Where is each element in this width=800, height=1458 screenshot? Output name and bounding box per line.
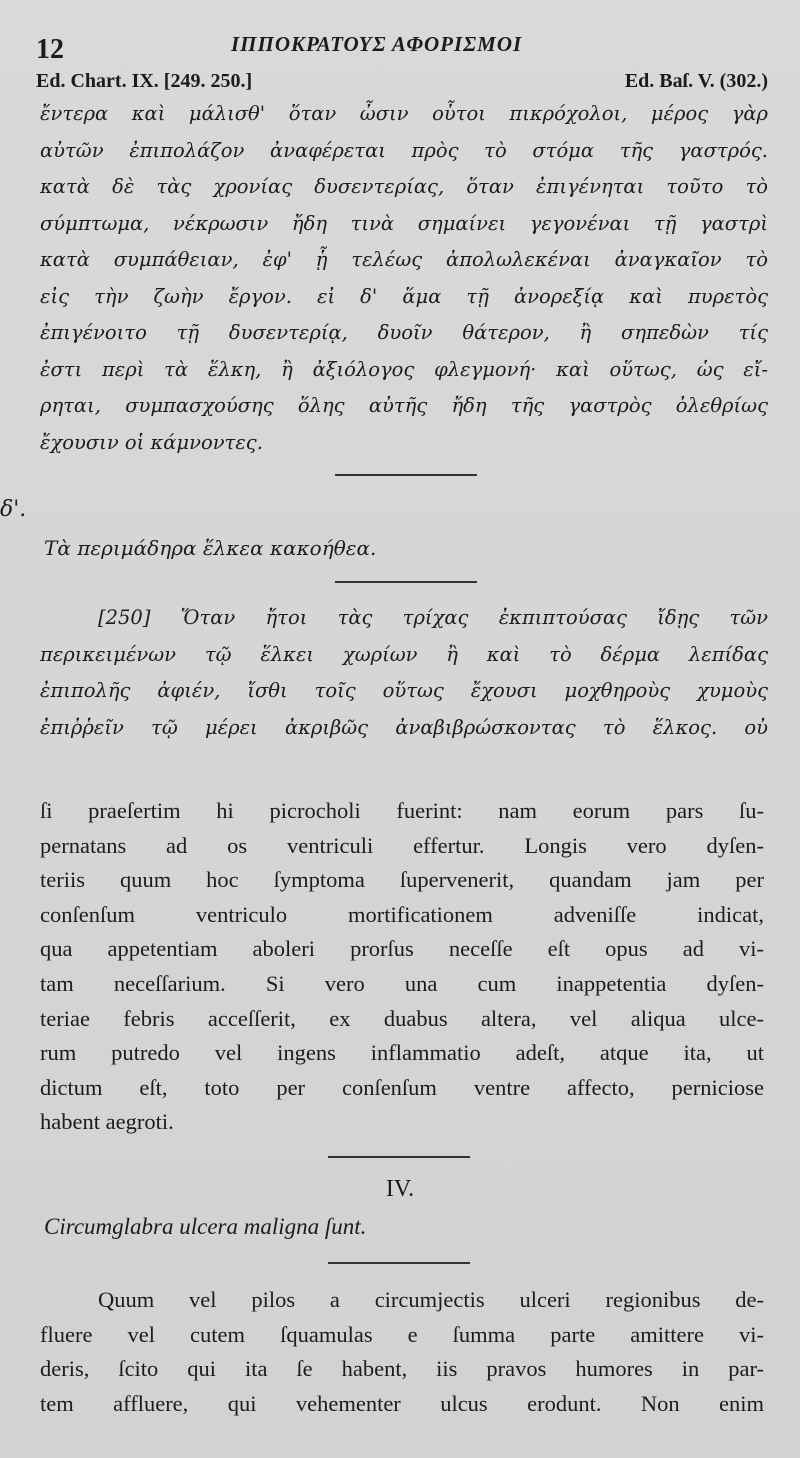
section-divider xyxy=(335,474,477,476)
section-divider xyxy=(335,581,477,583)
text-line: αὐτῶν ἐπιπολάζον ἀναφέρεται πρὸς τὸ στόμα τῆς γαστρός. xyxy=(40,138,768,162)
text-line: fluere vel cutem ſquamulas e ſumma parte amittere vi- xyxy=(40,1321,764,1347)
text-line: εἰς τὴν ζωὴν ἔργον. εἰ δ' ἅμα τῇ ἀνορεξίᾳ καὶ πυρετὸς xyxy=(40,284,768,308)
text-line: habent aegroti. xyxy=(40,1109,174,1135)
page-header xyxy=(36,22,770,65)
latin-section-number: IV. xyxy=(385,1176,415,1202)
text-line: qua appetentiam aboleri prorſus neceſſe eſt opus ad vi- xyxy=(40,936,764,962)
text-line: pernatans ad os ventriculi effertur. Longis vero dyſen- xyxy=(40,832,764,858)
section-divider xyxy=(328,1156,470,1158)
greek-paragraph-2 xyxy=(40,600,768,746)
greek-paragraph-1 xyxy=(40,96,768,461)
edition-reference-left: Ed. Chart. IX. [249. 250.] xyxy=(36,70,253,92)
text-line: περικειμένων τῷ ἕλκει χωρίων ἢ καὶ τὸ δέρμα λεπίδας xyxy=(40,642,768,666)
text-line: ἐστι περὶ τὰ ἕλκη, ἢ ἀξιόλογος φλεγμονή· καὶ οὕτως, ὡς εἴ- xyxy=(40,357,768,381)
running-title: ΙΠΠΟΚΡΑΤΟΥΣ ΑΦΟΡΙΣΜΟΙ xyxy=(231,32,523,56)
text-line: σύμπτωμα, νέκρωσιν ἤδη τινὰ σημαίνει γεγονέναι τῇ γαστρὶ xyxy=(40,211,768,235)
page-number: 12 xyxy=(36,34,64,65)
text-line: ἔντερα καὶ μάλισθ' ὅταν ὦσιν οὗτοι πικρόχολοι, μέρος γὰρ xyxy=(40,102,768,125)
text-line: κατὰ συμπάθειαν, ἐφ' ᾗ τελέως ἀπολωλεκέναι ἀναγκαῖον τὸ xyxy=(40,248,768,271)
text-line: ἐπιῤῥεῖν τῷ μέρει ἀκριβῶς ἀναβιβρώσκοντας τὸ ἕλκος. οὐ xyxy=(40,715,768,739)
text-line: tem affluere, qui vehementer ulcus erodunt. Non enim xyxy=(40,1390,764,1416)
text-line: deris, ſcito qui ita ſe habent, iis pravos humores in par- xyxy=(40,1356,764,1382)
text-line: tam neceſſarium. Si vero una cum inappetentia dyſen- xyxy=(40,970,764,996)
edition-reference-right: Ed. Baſ. V. (302.) xyxy=(624,70,768,92)
text-line: Quum vel pilos a circumjectis ulceri regionibus de- xyxy=(98,1287,764,1312)
text-line: teriae febris acceſſerit, ex duabus altera, vel aliqua ulce- xyxy=(40,1005,764,1031)
latin-paragraph-1 xyxy=(40,794,764,1140)
text-line: ἔχουσιν οἱ κάμνοντες. xyxy=(40,430,263,454)
text-line: ἐπιπολῆς ἀφιέν, ἴσθι τοῖς οὕτως ἔχουσι μοχθηροὺς χυμοὺς xyxy=(40,679,768,702)
text-line: κατὰ δὲ τὰς χρονίας δυσεντερίας, ὅταν ἐπιγένηται τοῦτο τὸ xyxy=(40,175,768,198)
text-line: ρηται, συμπασχούσης ὅλης αὐτῆς ἤδη τῆς γαστρὸς ὀλεθρίως xyxy=(40,394,768,417)
text-line: ἐπιγένοιτο τῇ δυσεντερίᾳ, δυοῖν θάτερον, ἢ σηπεδὼν τίς xyxy=(40,321,768,344)
latin-paragraph-2 xyxy=(40,1283,764,1421)
text-line: rum putredo vel ingens inflammatio adeſt, atque ita, ut xyxy=(40,1040,764,1066)
text-line: ſi praeſertim hi picrocholi fuerint: nam eorum pars ſu- xyxy=(40,798,764,823)
greek-section-heading: Τὰ περιμάδηρα ἕλκεα κακοήθεα. xyxy=(44,536,377,560)
text-line: teriis quum hoc ſymptoma ſupervenerit, quandam jam per xyxy=(40,867,764,893)
text-line: conſenſum ventriculo mortificationem adveniſſe indicat, xyxy=(40,901,764,927)
text-line: dictum eſt, toto per conſenſum ventre affecto, perniciose xyxy=(40,1074,764,1100)
section-divider xyxy=(328,1262,470,1264)
latin-section-heading: Circumglabra ulcera maligna ſunt. xyxy=(44,1214,367,1239)
text-line: [250] Ὅταν ἤτοι τὰς τρίχας ἐκπιπτούσας ἴδῃς τῶν xyxy=(98,606,768,629)
greek-section-number: δ'. xyxy=(0,497,27,522)
